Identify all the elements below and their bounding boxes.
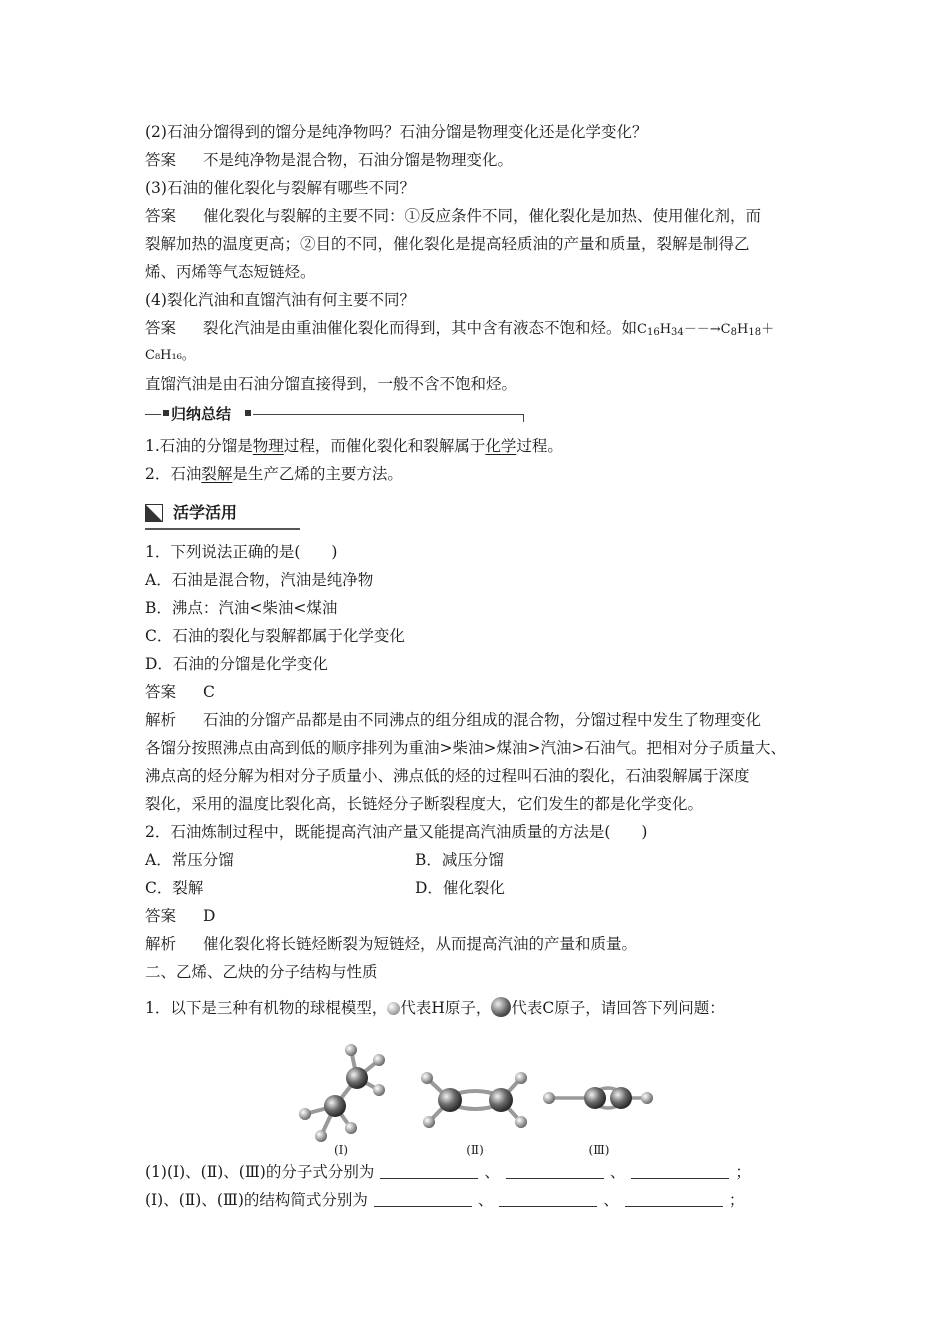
question-2: (2)石油分馏得到的馏分是纯净物吗？石油分馏是物理变化还是化学变化？ <box>145 123 648 141</box>
answer-value: C <box>203 683 215 701</box>
answer-tag: 答案 <box>145 207 177 225</box>
answer-blank[interactable] <box>625 1192 723 1207</box>
answer-text: 催化裂化与裂解的主要不同：①反应条件不同，催化裂化是加热、使用催化剂，而 <box>203 207 762 225</box>
separator: 、 <box>603 1191 619 1209</box>
problem-1-analysis-2: 各馏分按照沸点由高到低的顺序排列为重油>柴油>煤油>汽油>石油气。把相对分子质量大、 <box>145 739 786 757</box>
answer-3-line-3: 烯、丙烯等气态短链烃。 <box>145 263 316 281</box>
problem-1-stem: 1．下列说法正确的是( ) <box>145 543 338 561</box>
bullet-icon <box>245 410 251 416</box>
answer-blank[interactable] <box>506 1164 604 1179</box>
problem-1-option-b: B．沸点：汽油<柴油<煤油 <box>145 599 338 617</box>
model-label-1: (Ⅰ) <box>333 1143 349 1157</box>
problem-1-analysis-4: 裂化，采用的温度比裂化高，长链烃分子断裂程度大，它们发生的都是化学变化。 <box>145 795 704 813</box>
problem-2-answer <box>145 902 810 930</box>
answer-value: D <box>203 907 216 925</box>
text: 过程。 <box>516 437 563 455</box>
answer-tag: 答案 <box>145 151 177 169</box>
underlined-term: 物理 <box>252 437 284 455</box>
problem-1-option-d: D．石油的分馏是化学变化 <box>145 655 328 673</box>
option-a: A．常压分馏 <box>145 851 234 869</box>
answer-4-line-3: 直馏汽油是由石油分馏直接得到，一般不含不饱和烃。 <box>145 375 518 393</box>
separator: 、 <box>484 1163 500 1181</box>
text: 是生产乙烯的主要方法。 <box>232 465 403 483</box>
problem-1-option-a: A．石油是混合物，汽油是纯净物 <box>145 571 374 589</box>
text: 过程，而催化裂化和裂解属于 <box>283 437 486 455</box>
practice-title: 活学活用 <box>173 503 238 522</box>
answer-3-line-1 <box>145 202 810 230</box>
terminator: ； <box>728 1191 745 1209</box>
text: 1.石油的分馏是 <box>145 437 253 455</box>
question-3: (3)石油的催化裂化与裂解有哪些不同？ <box>145 179 415 197</box>
answer-4-line-1 <box>145 314 810 342</box>
question-4: (4)裂化汽油和直馏汽油有何主要不同？ <box>145 291 415 309</box>
analysis-text: 石油的分馏产品都是由不同沸点的组分组成的混合物，分馏过程中发生了物理变化 <box>203 711 762 729</box>
ethane-model <box>299 1044 385 1142</box>
problem-2-stem: 2．石油炼制过程中，既能提高汽油产量又能提高汽油质量的方法是( ) <box>145 823 648 841</box>
problem-1-option-c: C．石油的裂化与裂解都属于化学变化 <box>145 627 405 645</box>
text: (1)(Ⅰ)、(Ⅱ)、(Ⅲ)的分子式分别为 <box>145 1163 375 1181</box>
answer-blank[interactable] <box>374 1192 472 1207</box>
text: 代表C原子，请回答下列问题： <box>511 999 725 1017</box>
separator: 、 <box>609 1163 626 1181</box>
divider <box>253 414 523 415</box>
summary-item-2 <box>145 460 810 488</box>
sub-question-1 <box>145 1158 810 1186</box>
ethylene-model <box>421 1072 527 1128</box>
text: 1．以下是三种有机物的球棍模型， <box>145 999 388 1017</box>
problem-2-options-cd <box>145 874 810 902</box>
section-2-title: 二、乙烯、乙炔的分子结构与性质 <box>145 963 378 981</box>
section-2-question-1 <box>145 994 810 1022</box>
model-label-3: (Ⅲ) <box>588 1143 610 1157</box>
problem-2-analysis <box>145 930 810 958</box>
analysis-tag: 解析 <box>145 711 177 729</box>
underlined-term: 裂解 <box>201 465 233 483</box>
text: (Ⅰ)、(Ⅱ)、(Ⅲ)的结构简式分别为 <box>145 1191 368 1209</box>
answer-blank[interactable] <box>631 1164 729 1179</box>
problem-1-analysis-1 <box>145 706 810 734</box>
separator: 、 <box>477 1191 494 1209</box>
answer-blank[interactable] <box>499 1192 597 1207</box>
cracking-equation: $C_{16}H_{34}--\to C_8H_{18}+$ <box>637 322 775 338</box>
text: 代表H原子， <box>400 999 492 1017</box>
analysis-text: 催化裂化将长链烃断裂为短链烃，从而提高汽油的产量和质量。 <box>203 935 638 953</box>
answer-text: 不是纯净物是混合物，石油分馏是物理变化。 <box>203 151 514 169</box>
text: 2．石油 <box>145 465 202 483</box>
ball-stick-models <box>145 1028 810 1158</box>
answer-text: 裂化汽油是由重油催化裂化而得到，其中含有液态不饱和烃。如 <box>203 319 638 337</box>
acetylene-model <box>543 1087 653 1109</box>
answer-3-line-2: 裂解加热的温度更高；②目的不同，催化裂化是提高轻质油的产量和质量，裂解是制得乙 <box>145 235 750 253</box>
analysis-tag: 解析 <box>145 935 177 953</box>
problem-1-analysis-3: 沸点高的烃分解为相对分子质量小、沸点低的烃的过程叫石油的裂化，石油裂解属于深度 <box>145 767 750 785</box>
problem-1-answer <box>145 678 810 706</box>
answer-4-line-2: C₈H₁₆。 <box>145 348 195 363</box>
model-label-2: (Ⅱ) <box>466 1143 484 1157</box>
summary-item-1 <box>145 432 810 460</box>
bullet-icon <box>163 410 169 416</box>
underlined-term: 化学 <box>485 437 517 455</box>
answer-tag: 答案 <box>145 319 177 337</box>
hydrogen-atom-icon <box>387 1002 400 1015</box>
answer-tag: 答案 <box>145 683 177 701</box>
models-figure <box>145 1028 810 1158</box>
document-page <box>145 118 810 1214</box>
option-d: D．催化裂化 <box>415 879 505 897</box>
problem-2-options-ab <box>145 846 810 874</box>
option-b: B．减压分馏 <box>415 851 504 869</box>
sub-question-2 <box>145 1186 810 1214</box>
carbon-atom-icon <box>491 997 511 1017</box>
terminator: ； <box>735 1163 751 1181</box>
answer-tag: 答案 <box>145 907 177 925</box>
summary-title: 归纳总结 <box>171 405 232 423</box>
answer-2 <box>145 146 810 174</box>
divider <box>145 414 161 415</box>
practice-header <box>145 502 300 530</box>
summary-header <box>145 404 810 426</box>
option-c: C．裂解 <box>145 879 204 897</box>
answer-blank[interactable] <box>380 1164 478 1179</box>
